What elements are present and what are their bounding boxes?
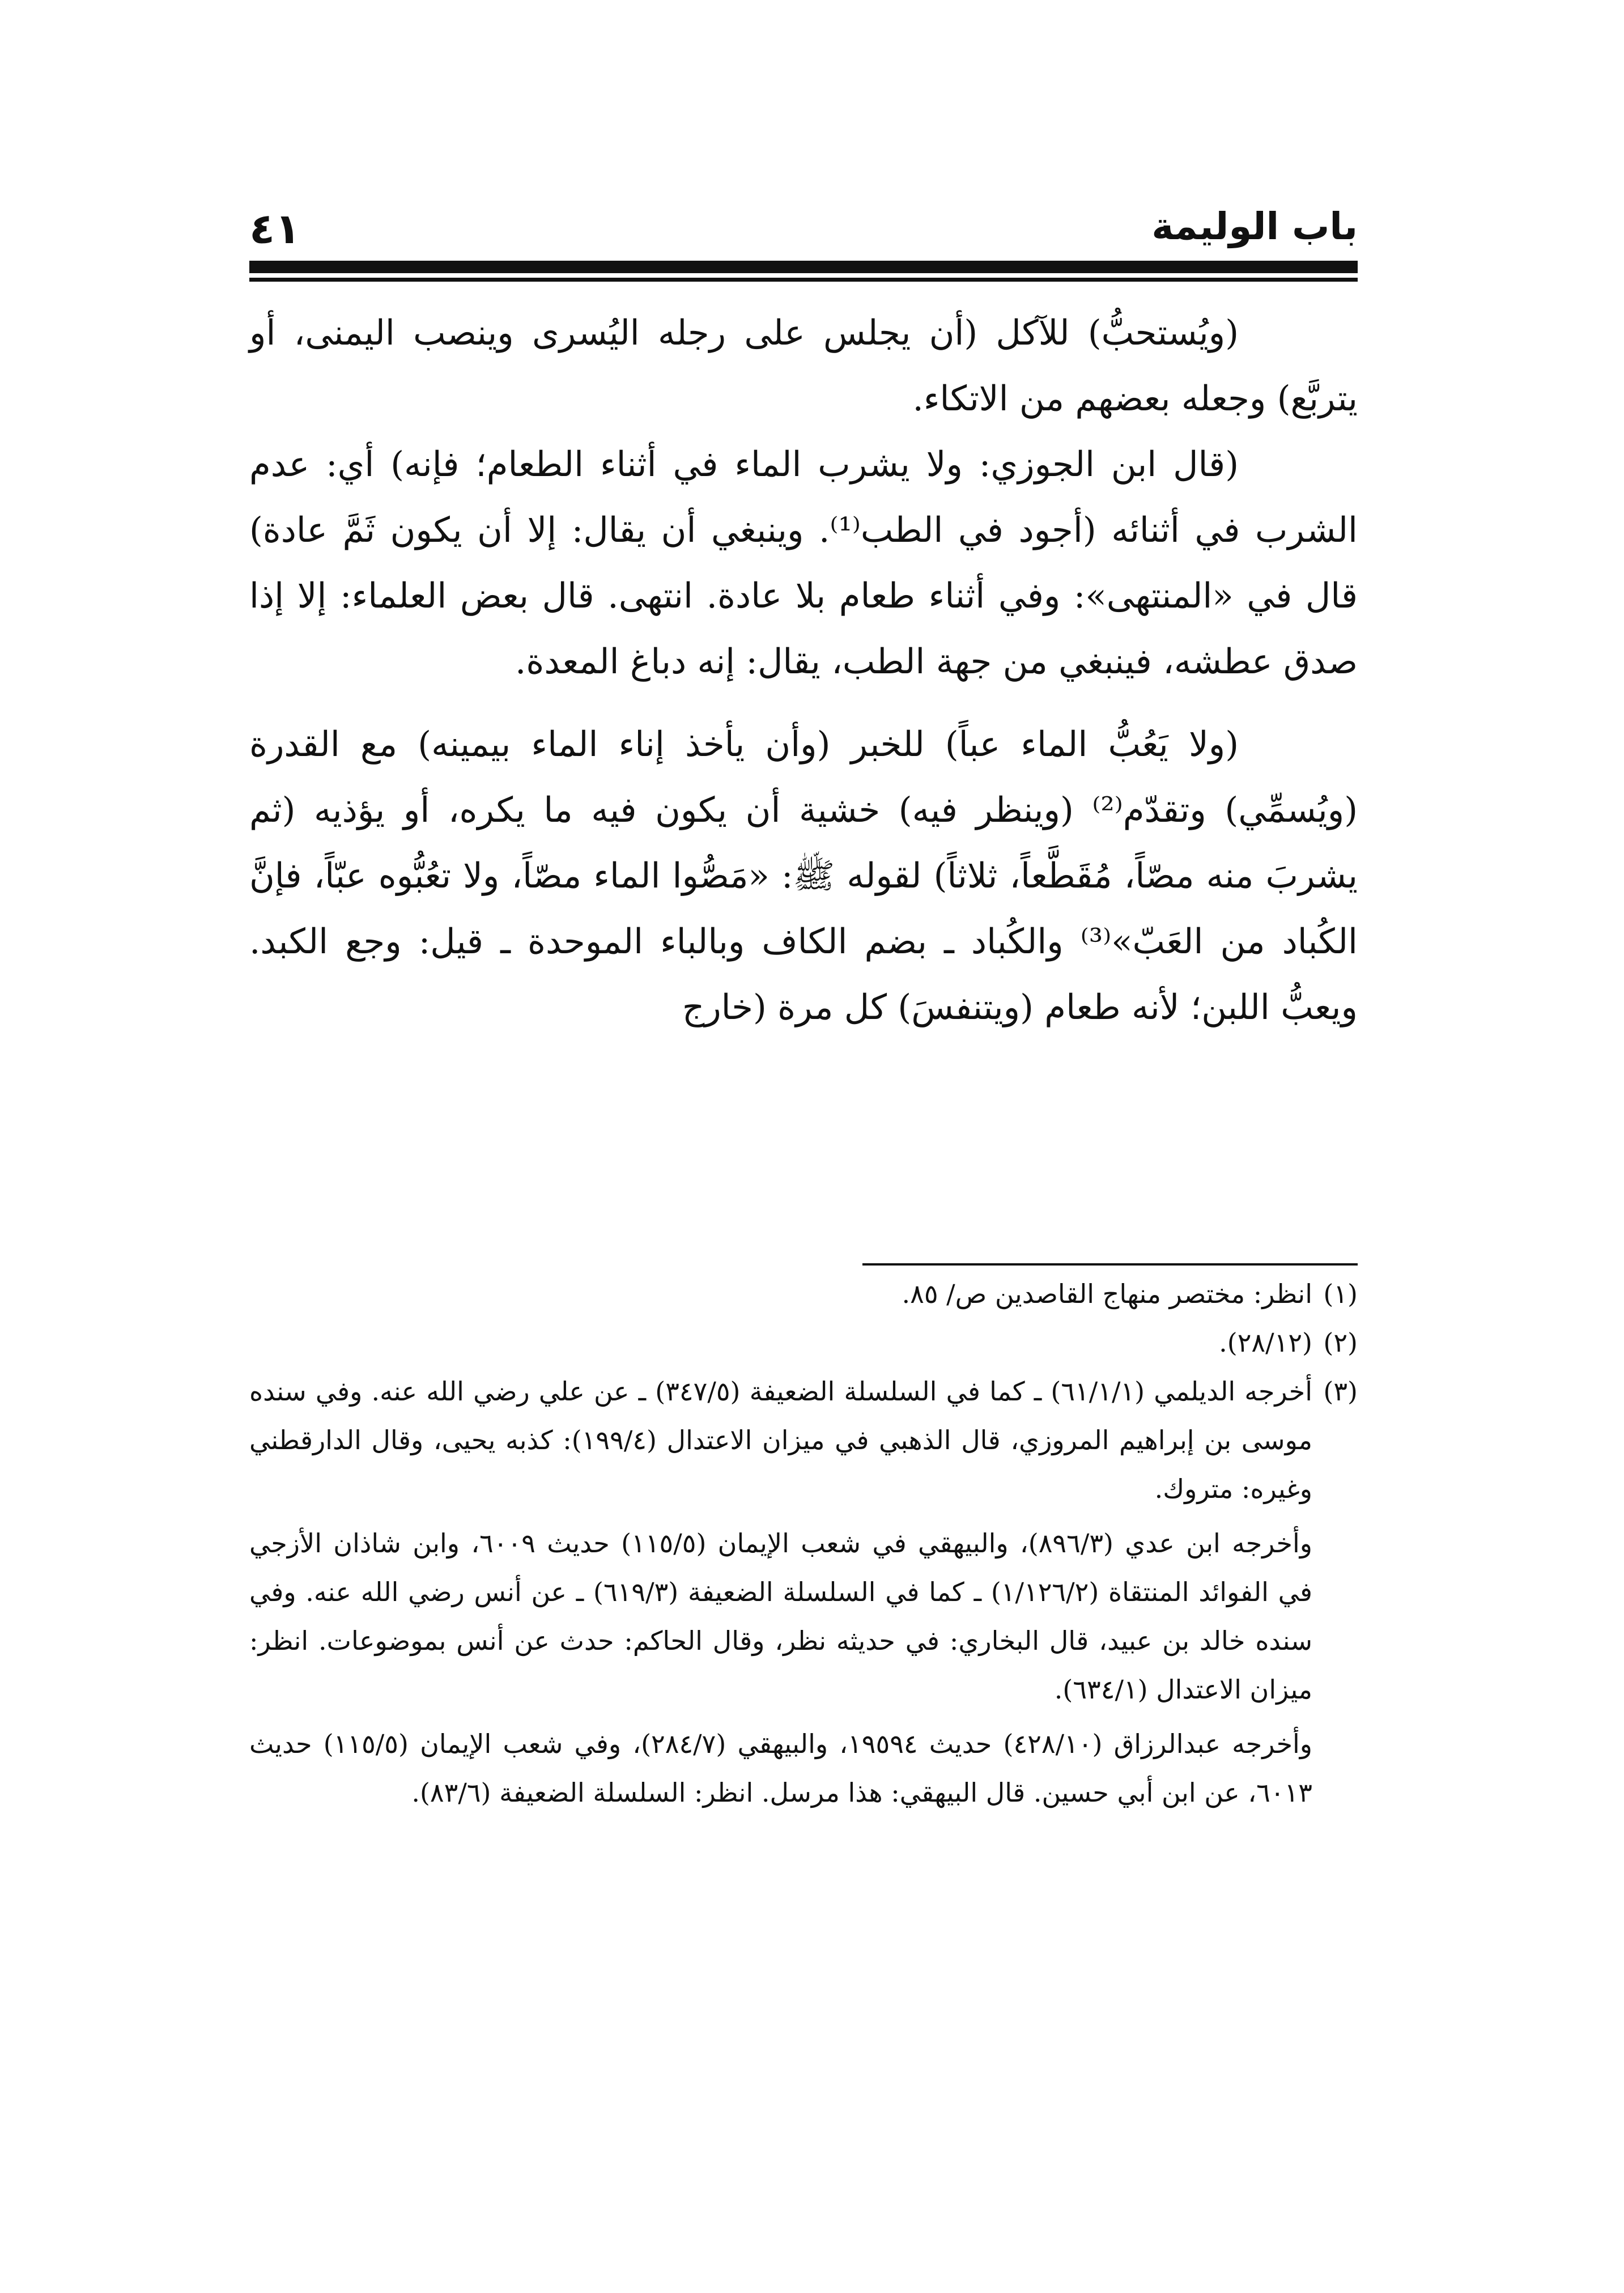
header-rule-thin bbox=[249, 278, 1358, 282]
chapter-title: باب الوليمة bbox=[1151, 205, 1358, 248]
paragraph-2: (قال ابن الجوزي: ولا يشرب الماء في أثناء الطعام؛ فإنه) أي: عدم الشرب في أثنائه (أجود في الطب⁽¹⁾. وينبغي أن يقال: إلا أن يكون ثَمَّ عادة) قال في «المنتهى»: وفي أثناء طعام بلا عادة. انتهى. قال بعض العلماء: إلا إذا صدق عطشه، فينبغي من جهة الطب، يقال: إنه دباغ المعدة. bbox=[249, 444, 1358, 682]
page-number: ٤١ bbox=[249, 205, 301, 253]
footnotes bbox=[249, 1269, 1358, 1817]
running-header bbox=[249, 196, 1358, 258]
main-text bbox=[249, 300, 1358, 1041]
footnote-2-marker: (٢) bbox=[1323, 1327, 1358, 1358]
footnote-1-marker: (١) bbox=[1323, 1279, 1358, 1309]
footnote-1-text: انظر: مختصر منهاج القاصدين ص/ ٨٥. bbox=[902, 1279, 1312, 1309]
header-rule-thick bbox=[249, 261, 1358, 273]
footnote-3-part-2: وأخرجه ابن عدي (٨٩٦/٣)، والبيهقي في شعب الإيمان (١١٥/٥) حديث ٦٠٠٩، وابن شاذان الأزجي في الفوائد المنتقاة (١/١٢٦/٢) ـ كما في السلسلة الضعيفة (٦١٩/٣) ـ عن أنس رضي الله عنه. وفي سنده خالد بن عبيد، قال البخاري: في حديثه نظر، وقال الحاكم: حدث عن أنس بموضوعات. انظر: ميزان الاعتدال (٦٣٤/١). bbox=[249, 1528, 1312, 1705]
footnote-2 bbox=[249, 1318, 1358, 1367]
footnote-3-part-3: وأخرجه عبدالرزاق (٤٢٨/١٠) حديث ١٩٥٩٤، والبيهقي (٢٨٤/٧)، وفي شعب الإيمان (١١٥/٥) حديث ٦٠١٣، عن ابن أبي حسين. قال البيهقي: هذا مرسل. انظر: السلسلة الضعيفة (٨٣/٦). bbox=[249, 1729, 1313, 1808]
footnote-3-part-1: أخرجه الديلمي (٦١/١/١) ـ كما في السلسلة الضعيفة (٣٤٧/٥) ـ عن علي رضي الله عنه. وفي سنده موسى بن إبراهيم المروزي، قال الذهبي في ميزان الاعتدال (١٩٩/٤): كذبه يحيى، وقال الدارقطني وغيره: متروك. bbox=[249, 1376, 1312, 1504]
footnote-2-text: (٢٨/١٢). bbox=[1219, 1327, 1312, 1358]
paragraph-3: (ولا يَعُبُّ الماء عباً) للخبر (وأن يأخذ إناء الماء بيمينه) مع القدرة (ويُسمِّي) وتقدّم⁽²⁾ (وينظر فيه) خشية أن يكون فيه ما يكره، أو يؤذيه (ثم يشربَ منه مصّاً، مُقَطَّعاً، ثلاثاً) لقوله ﷺ: «مَصُّوا الماء مصّاً، ولا تعُبُّوه عبّاً، فإنَّ الكُباد من العَبّ»⁽³⁾ والكُباد ـ بضم الكاف وبالباء الموحدة ـ قيل: وجع الكبد. ويعبُّ اللبن؛ لأنه طعام (ويتنفسَ) كل مرة (خارج bbox=[249, 724, 1358, 1027]
footnote-1 bbox=[249, 1269, 1358, 1318]
footnote-3-marker: (٣) bbox=[1323, 1376, 1358, 1407]
footnote-3 bbox=[249, 1367, 1358, 1817]
paragraph-1: (ويُستحبُّ) للآكل (أن يجلس على رجله اليُسرى وينصب اليمنى، أو يتربَّع) وجعله بعضهم من الاتكاء. bbox=[249, 313, 1358, 419]
footnote-separator bbox=[862, 1263, 1358, 1266]
